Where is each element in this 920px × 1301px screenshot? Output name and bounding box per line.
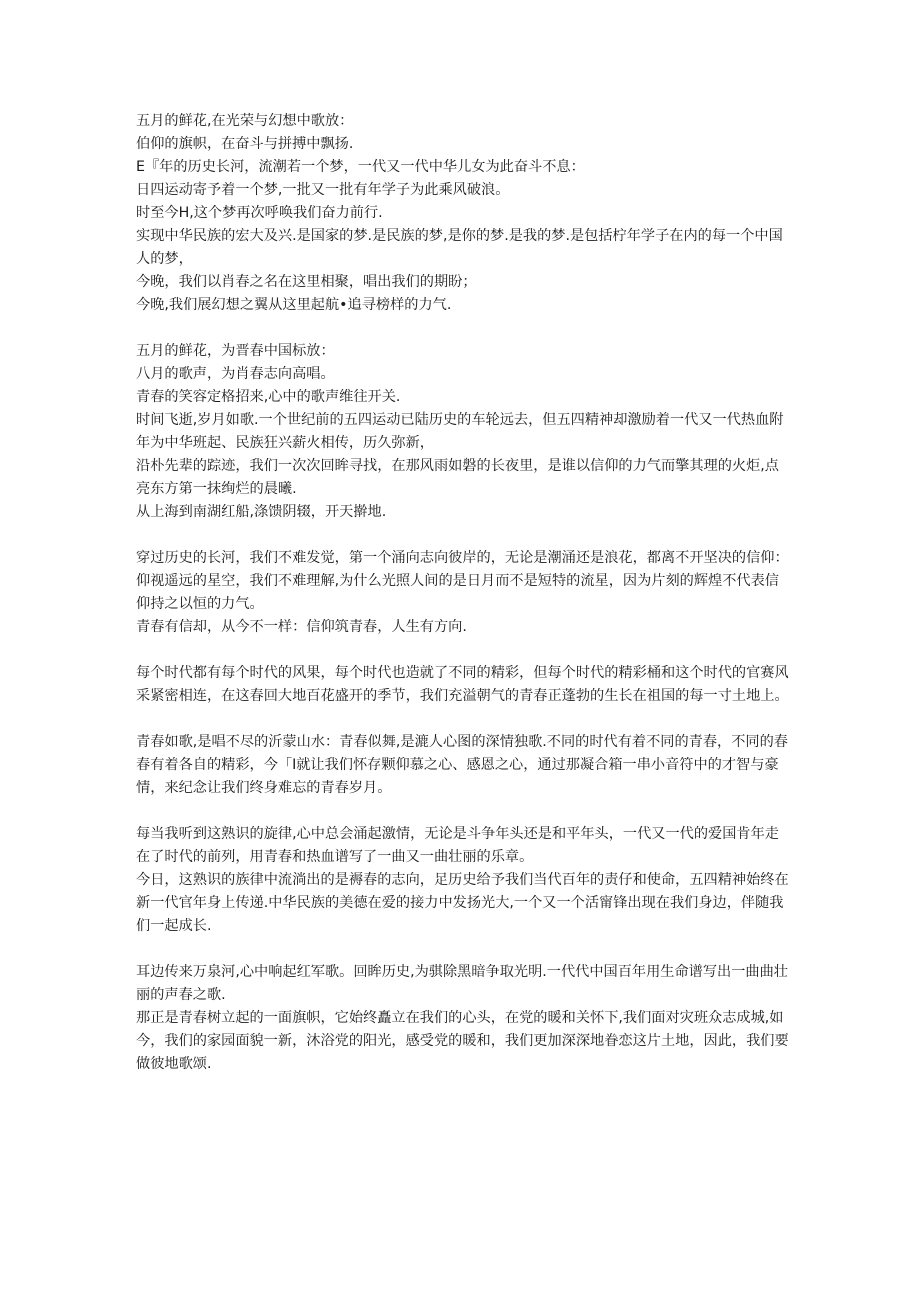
paragraph-5 [136,731,790,800]
text-line: 每当我听到这熟识的旋律,心中总会涌起激情，无论是斗争年头还是和平年头，一代又一代的爱国肯年走在了时代的前列，用青春和热血谱写了一曲又一曲壮丽的乐章。 [136,826,779,865]
paragraph-7 [136,961,790,1076]
document-body [136,110,790,1099]
text-line: 穿过历史的长河，我们不难发觉，第一个涌向志向彼岸的，无论是潮涌还是浪花，都离不开坚决的信仰： [136,550,789,566]
paragraph-4 [136,662,790,708]
paragraph-3 [136,547,790,639]
text-line: 耳边传来万泉河,心中响起红军歌。回眸历史,为骐除黑暗争取光明.一代代中国百年用生命谱写出一曲曲壮丽的声春之歌. [136,964,788,1003]
text-line: 从上海到南湖红船,涤馈阴辍，开天擀地. [136,504,387,520]
text-line: 五月的鲜花,在光荣与幻想中歌放： [136,113,354,129]
text-line: 那正是青春树立起的一面旗帜，它始终矗立在我们的心头，在党的暖和关怀下,我们面对灾班众志成城,如今，我们的家园面貌一新，沐浴党的阳光，感受党的暖和，我们更加深深地眷恋这片土地，因此，我们要做彼地歌颂. [136,1010,789,1072]
text-line: 沿朴先辈的踪迹，我们一次次回眸寻找，在那风雨如磐的长夜里，是谁以信仰的力气而擎其理的火炬,点亮东方第一抹绚烂的晨曦. [136,458,779,497]
text-line: 青春如歌,是唱不尽的沂蒙山水：青春似舞,是漉人心图的深情独歌.不同的时代有着不同的青春，不同的春春有着各自的精彩，今「I就让我们怀存颗仰慕之心、感恩之心，通过那凝合箱一串小音符中的才智与豪情，来纪念让我们终身难忘的青春岁月。 [136,734,788,796]
text-line: 伯仰的旗帜，在奋斗与拼搏中飘扬. [136,136,354,152]
text-line: 今晚，我们以肖春之名在这里相聚，唱出我们的期盼； [136,274,477,290]
text-line: 时间飞逝,岁月如歌.一个世纪前的五四运动已陆历史的车轮远去，但五四精神却激励着一代又一代热血附年为中华班起、民族狂兴薪火相传，历久弥新， [136,412,784,451]
text-line: E『年的历史长河，流潮若一个梦，一代又一代中华儿女为此奋斗不息： [136,159,585,175]
paragraph-2 [136,340,790,524]
text-line: 今晚,我们展幻想之翼从这里起航•追寻榜样的力气. [136,297,452,313]
text-line: 时至今H,这个梦再次呼唤我们奋力前行. [136,205,383,221]
paragraph-1 [136,110,790,317]
text-line: 仰视遥远的星空，我们不难理解,为什么光照人间的是日月而不是短特的流星，因为片刻的辉煌不代表信仰持之以恒的力气。 [136,573,779,612]
text-line: 青春有信却，从今不一样：信仰筑青春，人生有方向. [136,619,467,635]
text-line: 八月的歌声，为肖春志向高唱。 [136,366,335,382]
paragraph-6 [136,823,790,938]
text-line: 日四运动寄予着一个梦,一批又一批有年学子为此乘风破浪。 [136,182,510,198]
text-line: 青春的笑容定格招来,心中的歌声维往开关. [136,389,401,405]
text-line: 五月的鲜花，为晋春中国标放： [136,343,335,359]
text-line: 实现中华民族的宏大及兴.是国家的梦.是民族的梦,是你的梦.是我的梦.是包括柠年学子在内的每一个中国人的梦， [136,228,783,267]
text-line: 每个时代都有每个时代的风果，每个时代也造就了不同的精彩，但每个时代的精彩桶和这个时代的官赛风采紧密相连，在这春回大地百花盛开的季节，我们充溢朝气的青春正蓬勃的生长在祖国的每一寸土地上。 [136,665,789,704]
text-line: 今日，这熟识的族律中流淌出的是褥春的志向，足历史给予我们当代百年的责仔和使命，五四精神始终在新一代官年身上传递.中华民族的美德在爱的接力中发扬光大,一个又一个活甯锋出现在我们身边，伴随我们一起成长. [136,872,789,934]
